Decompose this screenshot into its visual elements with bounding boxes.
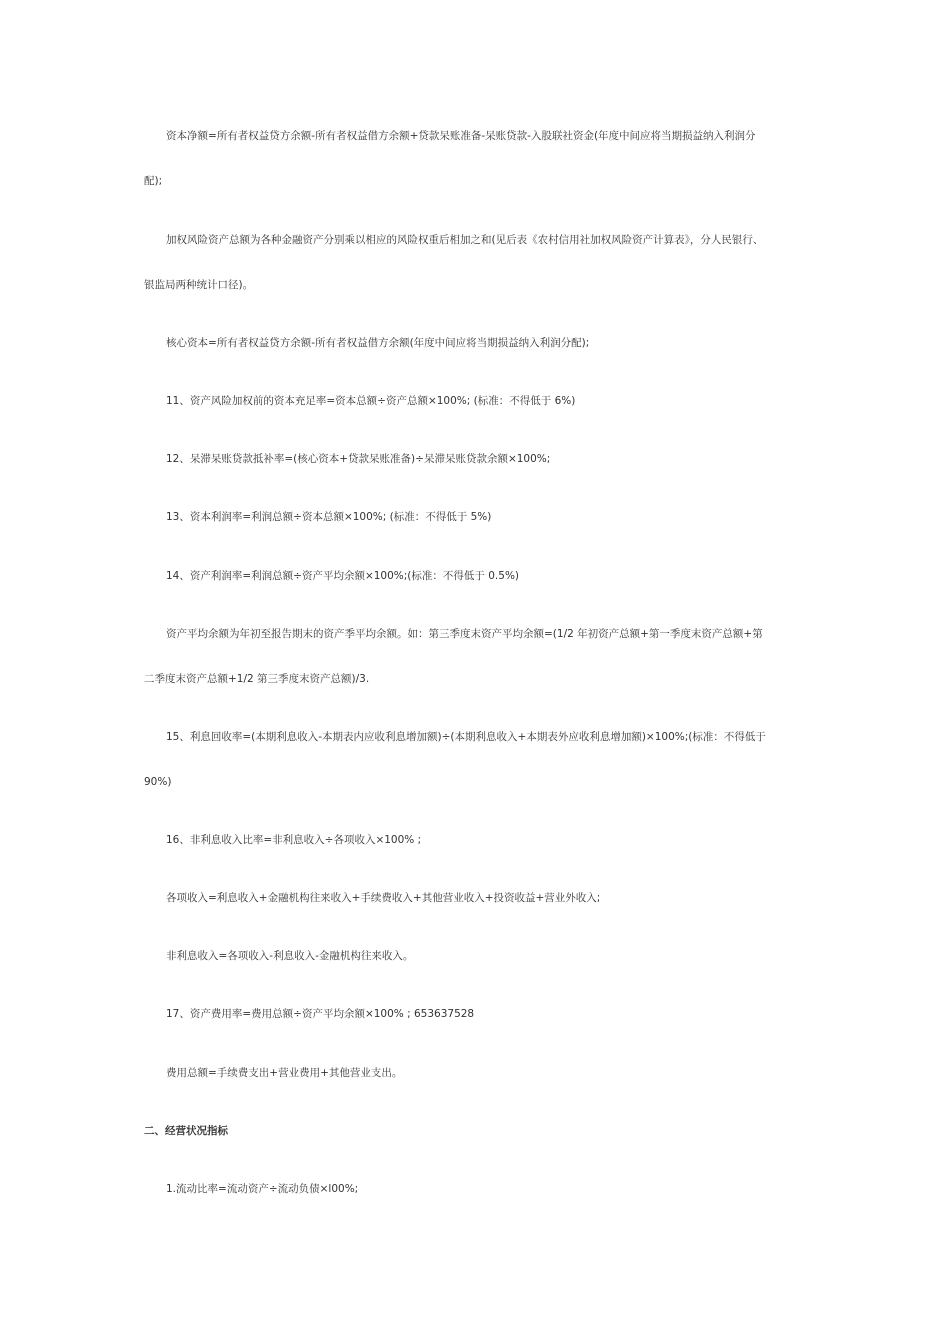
item-12-bad-loan-coverage: 12、呆滞呆账贷款抵补率=(核心资本+贷款呆账准备)÷呆滞呆账贷款余额×100%; [166,453,551,465]
item-11-capital-adequacy: 11、资产风险加权前的资本充足率=资本总额÷资产总额×100%; (标准：不得低于 6%) [166,395,576,407]
weighted-risk-assets-line1: 加权风险资产总额为各种金融资产分别乘以相应的风险权重后相加之和(见后表《农村信用社加权风险资产计算表》，分人民银行、 [166,234,764,246]
non-interest-income-definition: 非利息收入=各项收入-利息收入-金融机构往来收入。 [166,950,414,962]
section2-item-1-current-ratio: 1.流动比率=流动资产÷流动负债×l00%; [166,1183,359,1195]
total-expense-definition: 费用总额=手续费支出+营业费用+其他营业支出。 [166,1067,403,1079]
average-assets-definition-line1: 资产平均余额为年初至报告期末的资产季平均余额。如：第三季度末资产平均余额=(1/2 年初资产总额+第一季度末资产总额+第 [166,628,763,640]
item-15-interest-recovery-line2: 90%) [144,776,172,788]
average-assets-definition-line2: 二季度末资产总额+1/2 第三季度末资产总额)/3. [144,673,370,685]
item-14-return-on-assets: 14、资产利润率=利润总额÷资产平均余额×100%;(标准：不得低于 0.5%) [166,570,520,582]
total-income-definition: 各项收入=利息收入+金融机构往来收入+手续费收入+其他营业收入+投资收益+营业外收入; [166,892,601,904]
weighted-risk-assets-line2: 银监局两种统计口径)。 [144,279,254,291]
capital-net-definition-line2: 配); [144,175,163,187]
item-15-interest-recovery-line1: 15、利息回收率=(本期利息收入-本期表内应收利息增加额)÷(本期利息收入+本期表外应收利息增加额)×100%;(标准：不得低于 [166,731,766,743]
item-16-non-interest-income-ratio: 16、非利息收入比率=非利息收入÷各项收入×100% ; [166,834,422,846]
item-13-return-on-capital: 13、资本利润率=利润总额÷资本总额×100%; (标准：不得低于 5%) [166,511,492,523]
core-capital-definition: 核心资本=所有者权益贷方余额-所有者权益借方余额(年度中间应将当期损益纳入利润分配); [166,337,590,349]
section-heading-operating-indicators: 二、经营状况指标 [144,1125,228,1137]
capital-net-definition-line1: 资本净额=所有者权益贷方余额-所有者权益借方余额+贷款呆账准备-呆账贷款-入股联社资金(年度中间应将当期损益纳入利润分 [166,130,756,142]
item-17-expense-ratio: 17、资产费用率=费用总额÷资产平均余额×100% ; 653637528 [166,1008,475,1020]
